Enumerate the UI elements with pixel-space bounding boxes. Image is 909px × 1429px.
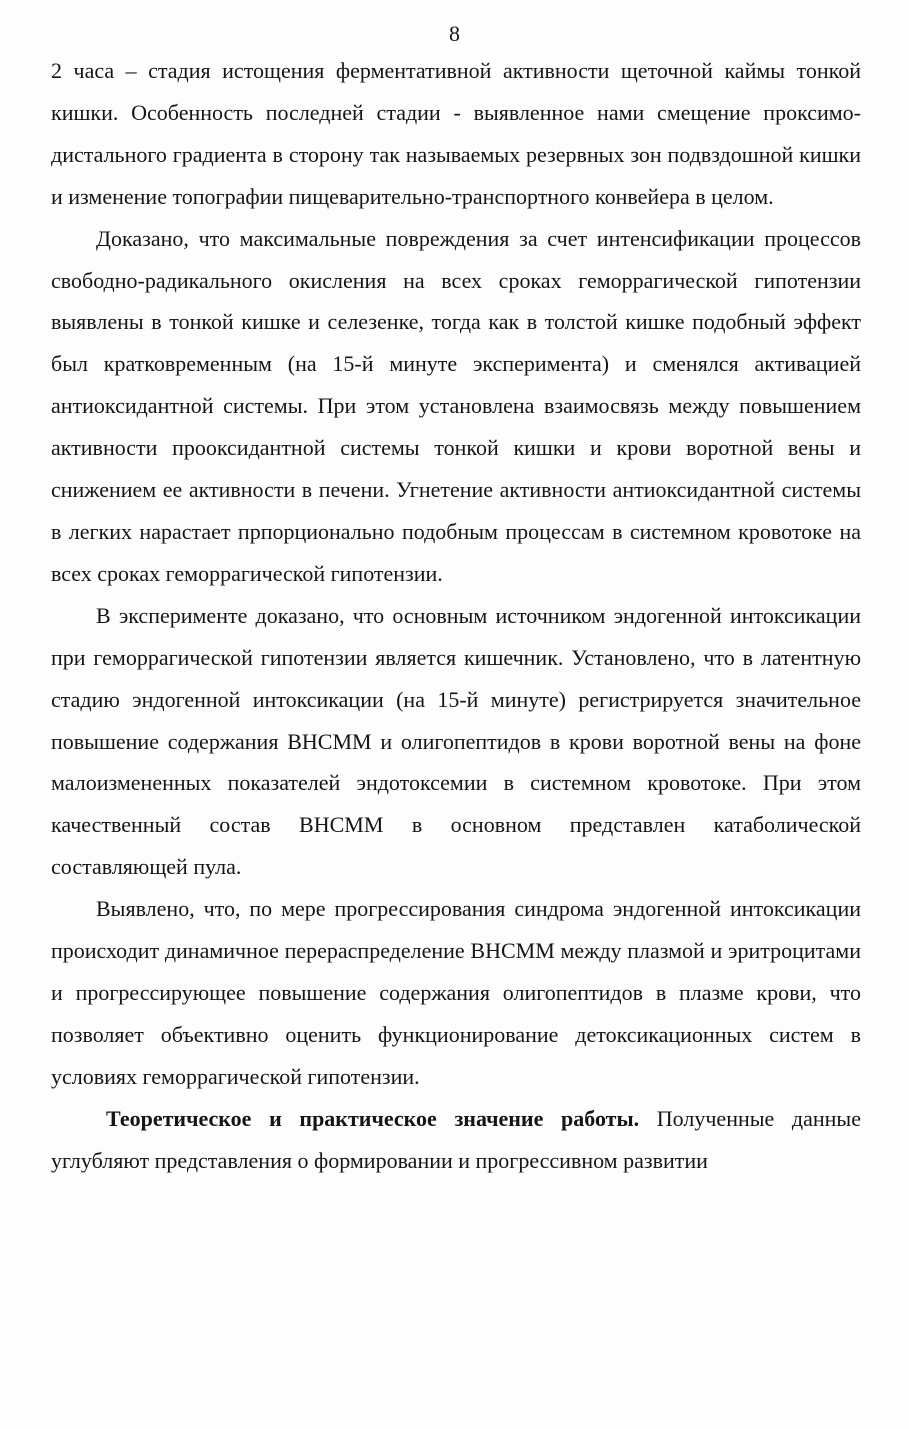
page-number: 8 xyxy=(449,21,460,46)
section-heading-significance: Теоретическое и практическое значение работы. xyxy=(106,1105,640,1131)
paragraph-digestion-stage: 2 часа – стадия истощения ферментативной активности щеточной каймы тонкой кишки. Особенность последней стадии - выявленное нами смещение проксимо-дистального градиента в сторону так называемых резервных зон подвздошной кишки и изменение топографии пищеварительно-транспортного конвейера в целом. xyxy=(51,58,861,209)
paragraph-significance xyxy=(51,1098,861,1182)
paragraph-significance-text: Полученные данные углубляют представления о формировании и прогрессивном развитии xyxy=(51,1105,861,1173)
document-body xyxy=(51,50,861,1181)
paragraph-vnsmm-redistribution: Выявлено, что, по мере прогрессирования синдрома эндогенной интоксикации происходит динамичное перераспределение ВНСММ между плазмой и эритроцитами и прогрессирующее повышение содержания олигопептидов в плазме крови, что позволяет объективно оценить функционирование детоксикационных систем в условиях геморрагической гипотензии. xyxy=(51,896,861,1089)
paragraph-free-radical-oxidation: Доказано, что максимальные повреждения за счет интенсификации процессов свободно-радикального окисления на всех сроках геморрагической гипотензии выявлены в тонкой кишке и селезенке, тогда как в толстой кишке подобный эффект был кратковременным (на 15-й минуте эксперимента) и сменялся активацией антиоксидантной системы. При этом установлена взаимосвязь между повышением активности прооксидантной системы тонкой кишки и крови воротной вены и снижением ее активности в печени. Угнетение активности антиоксидантной системы в легких нарастает прпорционально подобным процессам в системном кровотоке на всех сроках геморрагической гипотензии. xyxy=(51,225,861,586)
paragraph-endogenous-intoxication-source: В эксперименте доказано, что основным источником эндогенной интоксикации при геморрагической гипотензии является кишечник. Установлено, что в латентную стадию эндогенной интоксикации (на 15-й минуте) регистрируется значительное повышение содержания ВНСММ и олигопептидов в крови воротной вены на фоне малоизмененных показателей эндотоксемии в системном кровотоке. При этом качественный состав ВНСММ в основном представлен катаболической составляющей пула. xyxy=(51,602,861,880)
